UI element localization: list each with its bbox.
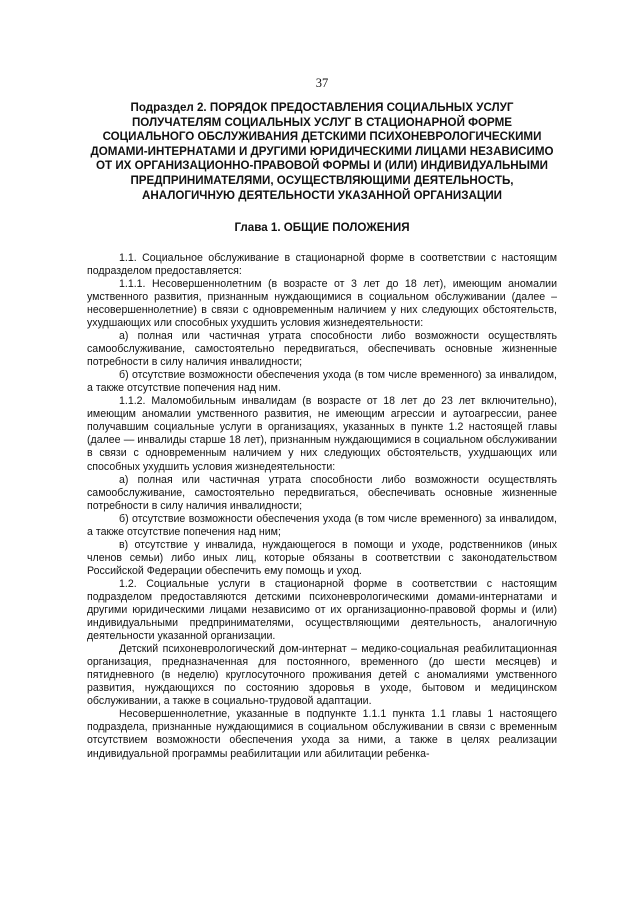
page-number: 37	[315, 76, 329, 90]
paragraph: Несовершеннолетние, указанные в подпункте 1.1.1 пункта 1.1 главы 1 настоящего подраздела, признанные нуждающимися в социальном обслуживании в связи с временным отсутствием возможности обеспечения ухода за ними, а также в целях реализации индивидуальной программы реабилитации или абилитации ребенка-	[87, 708, 557, 760]
paragraph: б) отсутствие возможности обеспечения ухода (в том числе временного) за инвалидом, а также отсутствие попечения над ним;	[87, 512, 557, 538]
section-title-line: ДОМАМИ-ИНТЕРНАТАМИ И ДРУГИМИ ЮРИДИЧЕСКИМИ ЛИЦАМИ НЕЗАВИСИМО	[90, 144, 554, 158]
section-title-line: Подраздел 2. ПОРЯДОК ПРЕДОСТАВЛЕНИЯ СОЦИАЛЬНЫХ УСЛУГ	[130, 101, 514, 114]
chapter-title: Глава 1. ОБЩИЕ ПОЛОЖЕНИЯ	[234, 221, 410, 235]
section-title-line: ОТ ИХ ОРГАНИЗАЦИОННО-ПРАВОВОЙ ФОРМЫ И (ИЛИ) ИНДИВИДУАЛЬНЫМИ	[96, 159, 548, 173]
paragraph: а) полная или частичная утрата способности либо возможности осуществлять самообслуживание, самостоятельно передвигаться, обеспечивать основные жизненные потребности в силу наличия инвалидности;	[87, 330, 557, 369]
paragraph: б) отсутствие возможности обеспечения ухода (в том числе временного) за инвалидом, а также отсутствие попечения над ним.	[87, 369, 557, 395]
section-title	[87, 101, 557, 203]
paragraph: а) полная или частичная утрата способности либо возможности осуществлять самообслуживание, самостоятельно передвигаться, обеспечивать основные жизненные потребности в силу наличия инвалидности;	[87, 473, 557, 512]
paragraph: Детский психоневрологический дом-интернат – медико-социальная реабилитационная организация, предназначенная для постоянного, временного (до шести месяцев) и пятидневного (в неделю) круглосуточного проживания детей с аномалиями умственного развития, нуждающихся по состоянию здоровья в уходе, бытовом и медицинском обслуживании, а также в социально-трудовой адаптации.	[87, 643, 557, 708]
section-title-line: АНАЛОГИЧНУЮ ДЕЯТЕЛЬНОСТИ УКАЗАННОЙ ОРГАНИЗАЦИИ	[141, 188, 502, 202]
paragraph: 1.2. Социальные услуги в стационарной форме в соответствии с настоящим подразделом предоставляются детскими психоневрологическими домами-интернатами и другими юридическими лицами независимо от их организационно-правовой формы и (или) индивидуальными предпринимателями, осуществляющими деятельность, аналогичную деятельности указанной организации.	[87, 577, 557, 643]
paragraph: в) отсутствие у инвалида, нуждающегося в помощи и уходе, родственников (иных членов семьи) либо иных лиц, которые обязаны в соответствии с законодательством Российской Федерации обеспечить ему помощь и уход.	[87, 538, 557, 577]
paragraph: 1.1. Социальное обслуживание в стационарной форме в соответствии с настоящим подразделом предоставляется:	[87, 251, 557, 277]
section-title-line: ПРЕДПРИНИМАТЕЛЯМИ, ОСУЩЕСТВЛЯЮЩИМИ ДЕЯТЕЛЬНОСТЬ,	[130, 173, 514, 187]
paragraph: 1.1.1. Несовершеннолетним (в возрасте от 3 лет до 18 лет), имеющим аномалии умственного развития, признанным нуждающимися в социальном обслуживании (далее – несовершеннолетние) в связи с одновременным наличием у них следующих обстоятельств, ухудшающих или способных ухудшить условия жизнедеятельности:	[87, 277, 557, 329]
section-title-line: ПОЛУЧАТЕЛЯМ СОЦИАЛЬНЫХ УСЛУГ В СТАЦИОНАРНОЙ ФОРМЕ	[131, 115, 513, 129]
section-title-line: СОЦИАЛЬНОГО ОБСЛУЖИВАНИЯ ДЕТСКИМИ ПСИХОНЕВРОЛОГИЧЕСКИМИ	[102, 130, 542, 144]
body-text	[87, 252, 557, 761]
paragraph: 1.1.2. Маломобильным инвалидам (в возрасте от 18 лет до 23 лет включительно), имеющим аномалии умственного развития, не имеющим агрессии и аутоагрессии, ранее получавшим социальные услуги в организациях, указанных в пункте 1.2 настоящей главы (далее — инвалиды старше 18 лет), признанным нуждающимися в социальном обслуживании в связи с одновременным наличием у них следующих обстоятельств, ухудшающих или способных ухудшить условия жизнедеятельности:	[87, 395, 557, 473]
